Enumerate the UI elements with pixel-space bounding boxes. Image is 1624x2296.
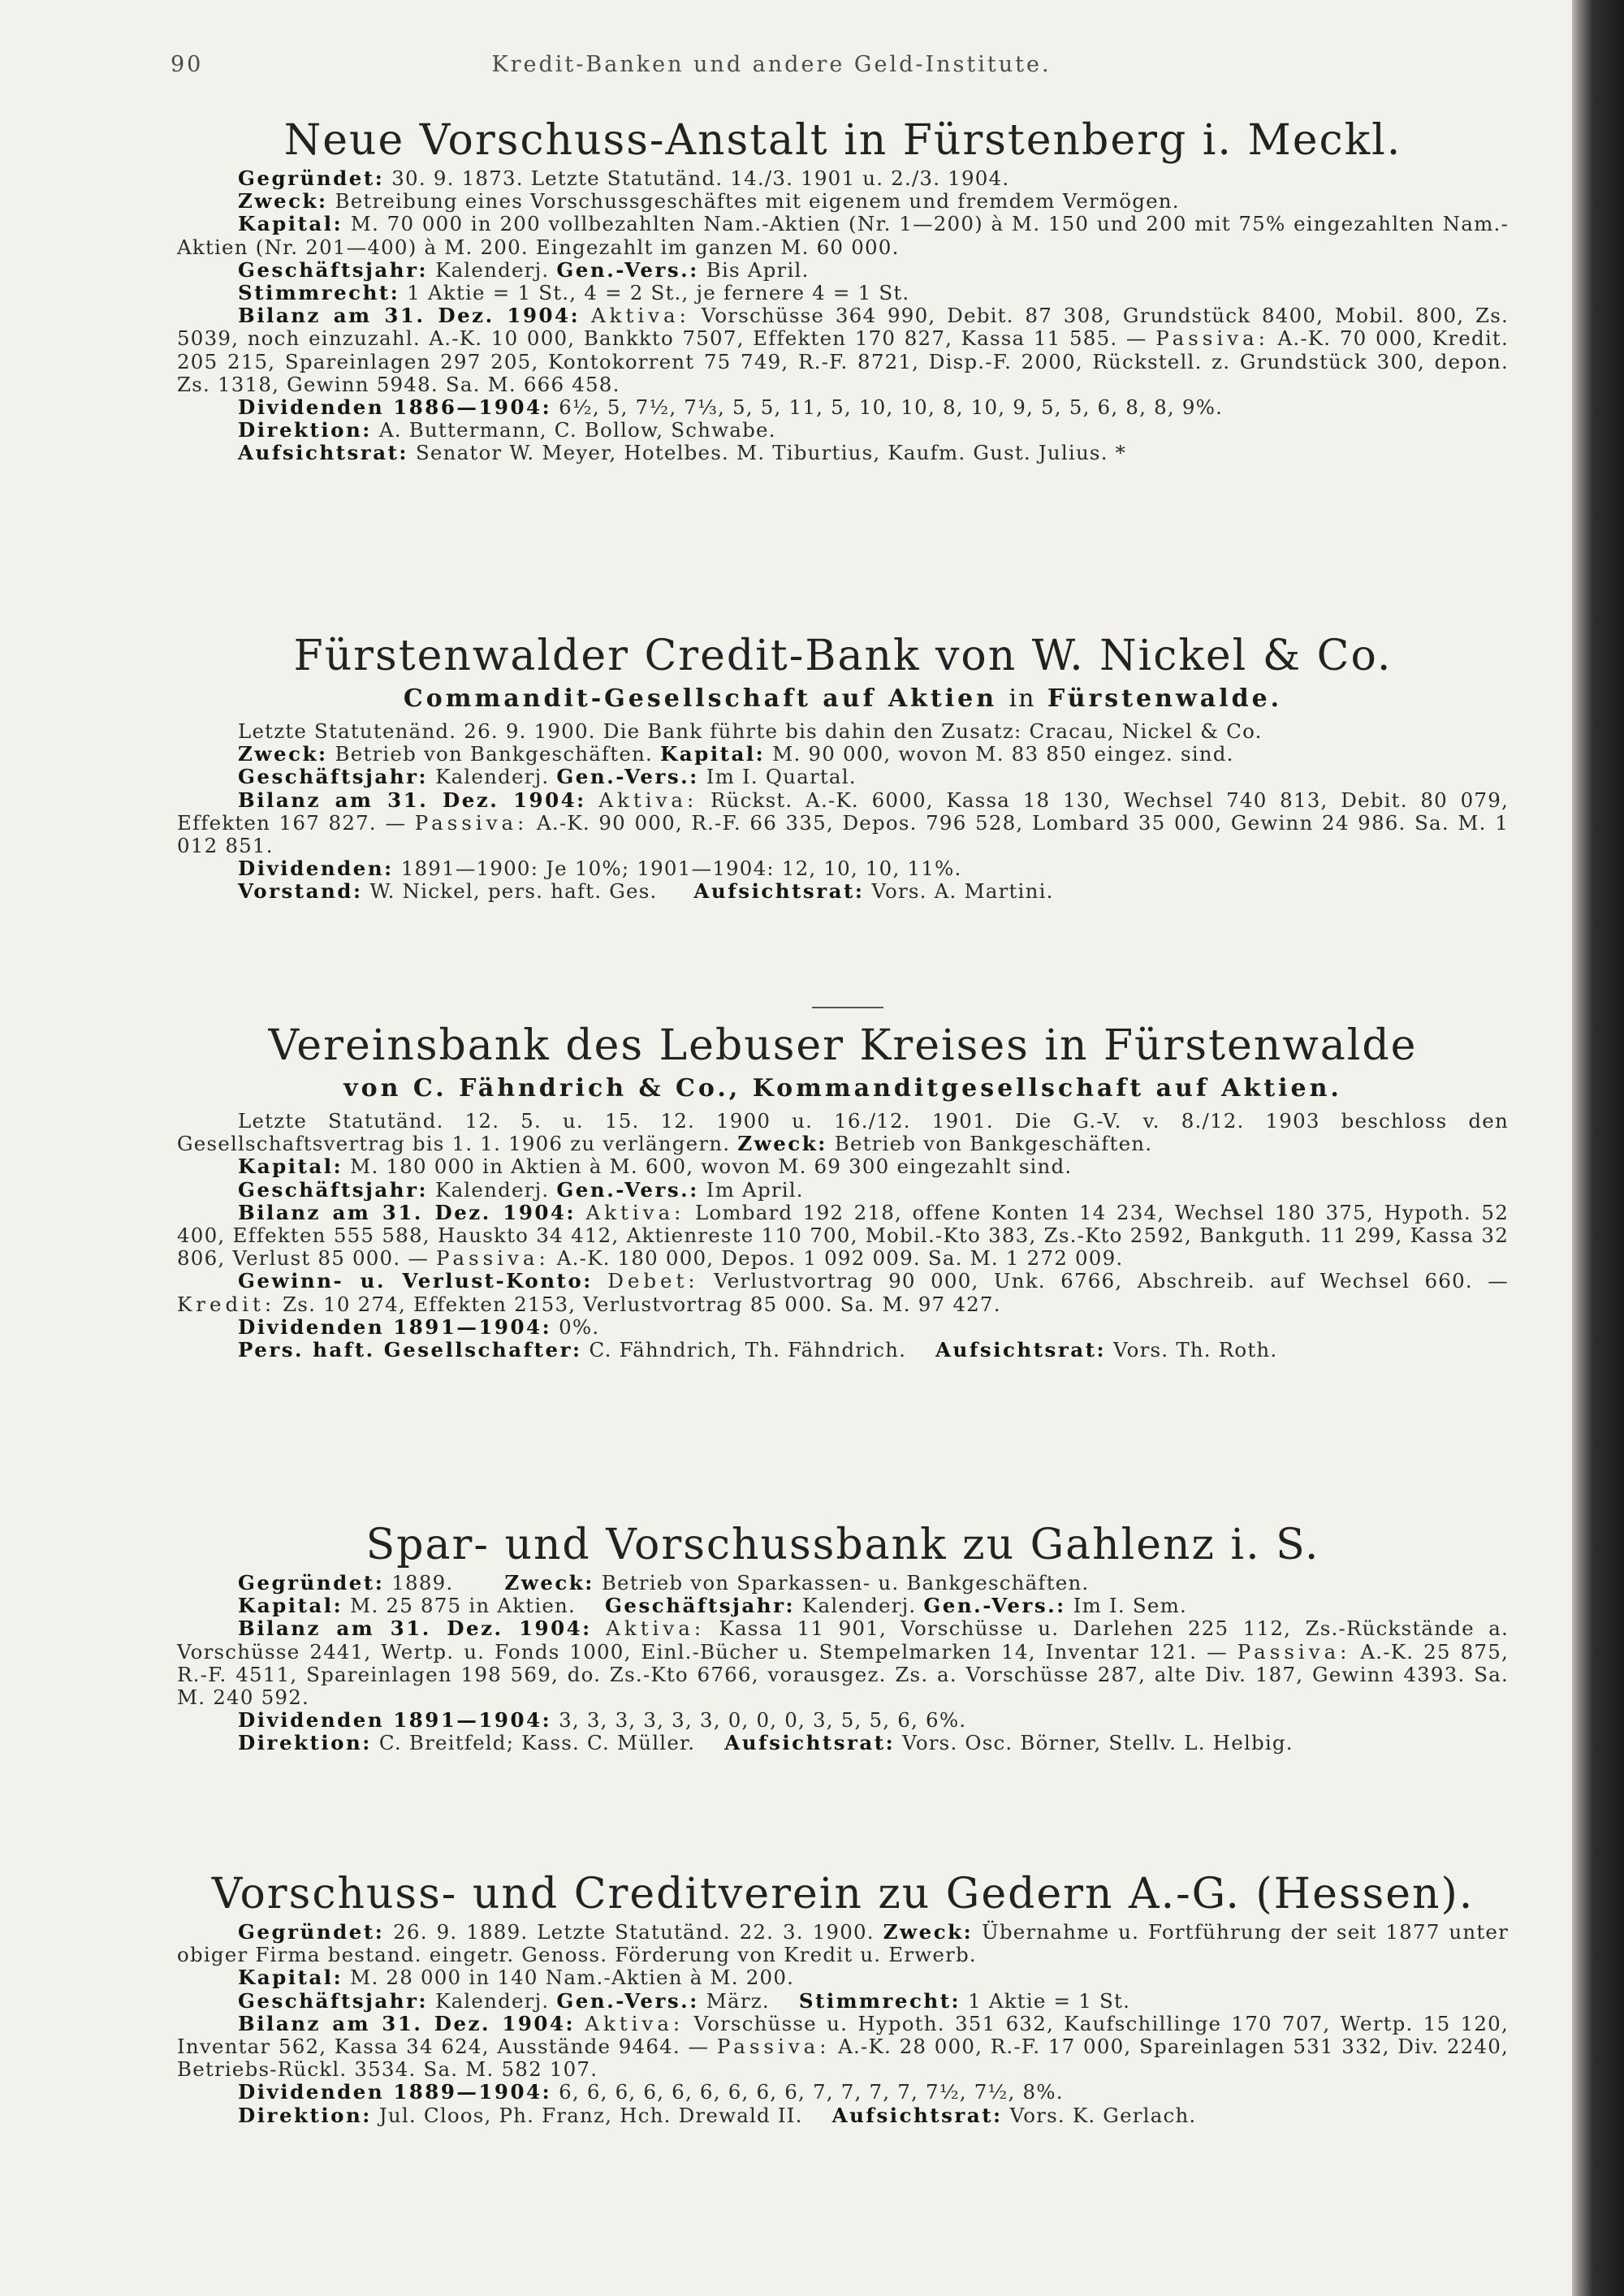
entry-line: Letzte Statutänd. 12. 5. u. 15. 12. 1900 u. 16./12. 1901. Die G.-V. v. 8./12. 1903 beschloss den Gesellschaftsvertrag bis 1. 1. 1906 zu verlängern. Zweck: Betrieb von Bankgeschäften. (177, 1109, 1509, 1156)
entry-line: Gegründet: 30. 9. 1873. Letzte Statutänd. 14./3. 1901 u. 2./3. 1904. (238, 166, 1010, 190)
entry-line: Gegründet: 26. 9. 1889. Letzte Statutänd. 22. 3. 1900. Zweck: Übernahme u. Fortführung der seit 1877 unter obiger Firma bestand. eingetr. Genoss. Förderung von Kredit u. Erwerb. (177, 1920, 1509, 1967)
entry-line: Kapital: M. 28 000 in 140 Nam.-Aktien à M. 200. (238, 1966, 795, 1990)
running-title: Kredit-Banken und andere Geld-Institute. (491, 52, 1052, 77)
page-number: 90 (171, 52, 204, 77)
scan-edge (1572, 0, 1624, 2296)
entry-title: Vorschuss- und Creditverein zu Gedern A.-G. (Hessen). (211, 1870, 1475, 1918)
entry-title: Spar- und Vorschussbank zu Gahlenz i. S. (365, 1521, 1320, 1569)
entry-line: Dividenden 1889—1904: 6, 6, 6, 6, 6, 6, 6, 6, 6, 7, 7, 7, 7, 7½, 7½, 8%. (238, 2080, 1064, 2104)
entry-body (177, 720, 1509, 904)
running-header (171, 52, 1551, 84)
entry-line: Dividenden 1891—1904: 0%. (238, 1314, 600, 1339)
entry-title: Neue Vorschuss-Anstalt in Fürstenberg i. Meckl. (283, 116, 1402, 165)
entry-line: Bilanz am 31. Dez. 1904: Aktiva: Vorschüsse 364 990, Debit. 87 308, Grundstück 8400, Mobil. 800, Zs. 5039, noch einzuzahl. A.-K. 10 000, Bankkto 7507, Effekten 170 827, Kassa 11 585. — Passiva: A.-K. 70 000, Kredit. 205 215, Spareinlagen 297 205, Kontokorrent 75 749, R.-F. 8721, Disp.-F. 2000, Rückstell. z. Grundstück 300, depon. Zs. 1318, Gewinn 5948. Sa. M. 666 458. (177, 304, 1509, 396)
entry-4 (177, 1518, 1509, 1755)
entry-subtitle: Commandit-Gesellschaft auf Aktien in Fürstenwalde. (403, 684, 1283, 713)
entry-2 (177, 629, 1509, 904)
entry-line: Aufsichtsrat: Senator W. Meyer, Hotelbes. M. Tiburtius, Kaufm. Gust. Julius. * (238, 441, 1127, 465)
entry-line: Direktion: C. Breitfeld; Kass. C. Müller. Aufsichtsrat: Vors. Osc. Börner, Stellv. L. Helbig. (238, 1731, 1294, 1755)
entry-3 (177, 1019, 1509, 1362)
entry-line: Geschäftsjahr: Kalenderj. Gen.-Vers.: Bis April. (238, 257, 810, 282)
entry-line: Bilanz am 31. Dez. 1904: Aktiva: Vorschüsse u. Hypoth. 351 632, Kaufschillinge 170 707, Wertp. 15 120, Inventar 562, Kassa 34 624, Ausstände 9464. — Passiva: A.-K. 28 000, R.-F. 17 000, Spareinlagen 531 332, Div. 2240, Betriebs-Rückl. 3534. Sa. M. 582 107. (177, 2011, 1509, 2082)
entry-subtitle: von C. Fähndrich & Co., Kommanditgesellschaft auf Aktien. (343, 1074, 1342, 1103)
entry-body (177, 1921, 1509, 2127)
entry-line: Direktion: Jul. Cloos, Ph. Franz, Hch. Drewald II. Aufsichtsrat: Vors. K. Gerlach. (238, 2103, 1197, 2127)
entry-line: Geschäftsjahr: Kalenderj. Gen.-Vers.: Im I. Quartal. (238, 765, 857, 789)
entry-title: Fürstenwalder Credit-Bank von W. Nickel & Co. (293, 632, 1393, 680)
entry-line: Dividenden 1886—1904: 6½, 5, 7½, 7⅓, 5, 5, 11, 5, 10, 10, 8, 10, 9, 5, 5, 6, 8, 8, 9%. (238, 395, 1224, 420)
entry-line: Letzte Statutenänd. 26. 9. 1900. Die Bank führte bis dahin den Zusatz: Cracau, Nickel & Co. (238, 719, 1263, 743)
entry-body (177, 1110, 1509, 1362)
entry-body (177, 1572, 1509, 1755)
entry-line: Bilanz am 31. Dez. 1904: Aktiva: Lombard 192 218, offene Konten 14 234, Wechsel 180 375, Hypoth. 52 400, Effekten 555 588, Hauskto 34 412, Aktienreste 110 700, Mobil.-Kto 383, Zs.-Kto 2592, Bankguth. 11 299, Kassa 32 806, Verlust 85 000. — Passiva: A.-K. 180 000, Depos. 1 092 009. Sa. M. 1 272 009. (177, 1200, 1509, 1271)
entry-line: Kapital: M. 25 875 in Aktien. Geschäftsjahr: Kalenderj. Gen.-Vers.: Im I. Sem. (238, 1594, 1187, 1618)
entry-line: Bilanz am 31. Dez. 1904: Aktiva: Rückst. A.-K. 6000, Kassa 18 130, Wechsel 740 813, Debit. 80 079, Effekten 167 827. — Passiva: A.-K. 90 000, R.-F. 66 335, Depos. 796 528, Lombard 35 000, Gewinn 24 986. Sa. M. 1 012 851. (177, 788, 1510, 858)
entry-line: Gegründet: 1889. Zweck: Betrieb von Sparkassen- u. Bankgeschäften. (238, 1571, 1090, 1595)
entry-line: Geschäftsjahr: Kalenderj. Gen.-Vers.: März. Stimmrecht: 1 Aktie = 1 St. (238, 1988, 1131, 2013)
entry-line: Dividenden: 1891—1900: Je 10%; 1901—1904: 12, 10, 10, 11%. (238, 857, 962, 881)
entry-line: Kapital: M. 70 000 in 200 vollbezahlten Nam.-Aktien (Nr. 1—200) à M. 150 und 200 mit 75% eingezahlten Nam.-Aktien (Nr. 201—400) à M. 200. Eingezahlt im ganzen M. 60 000. (177, 212, 1509, 259)
entry-line: Direktion: A. Buttermann, C. Bollow, Schwabe. (238, 418, 776, 442)
entry-line: Zweck: Betreibung eines Vorschussgeschäftes mit eigenem und fremdem Vermögen. (238, 189, 1180, 214)
entry-line: Bilanz am 31. Dez. 1904: Aktiva: Kassa 11 901, Vorschüsse u. Darlehen 225 112, Zs.-Rückstände a. Vorschüsse 2441, Wertp. u. Fonds 1000, Einl.-Bücher u. Stempelmarken 14, Inventar 121. — Passiva: A.-K. 25 875, R.-F. 4511, Spareinlagen 198 569, do. Zs.-Kto 6766, vorausgez. Zs. a. Vorschüsse 287, alte Div. 187, Gewinn 4393. Sa. M. 240 592. (177, 1616, 1509, 1710)
entry-line: Vorstand: W. Nickel, pers. haft. Ges. Aufsichtsrat: Vors. A. Martini. (238, 879, 1054, 904)
entry-title: Vereinsbank des Lebuser Kreises in Fürstenwalde (268, 1021, 1418, 1070)
entry-line: Zweck: Betrieb von Bankgeschäften. Kapital: M. 90 000, wovon M. 83 850 eingez. sind. (238, 742, 1234, 766)
entry-line: Dividenden 1891—1904: 3, 3, 3, 3, 3, 3, 0, 0, 0, 3, 5, 5, 6, 6%. (238, 1708, 967, 1733)
entry-line: Kapital: M. 180 000 in Aktien à M. 600, wovon M. 69 300 eingezahlt sind. (238, 1154, 1073, 1179)
entry-line: Stimmrecht: 1 Aktie = 1 St., 4 = 2 St., je fernere 4 = 1 St. (238, 281, 910, 305)
entry-5 (177, 1867, 1509, 2127)
entry-line: Pers. haft. Gesellschafter: C. Fähndrich, Th. Fähndrich. Aufsichtsrat: Vors. Th. Roth. (238, 1338, 1278, 1362)
section-divider (812, 1007, 883, 1008)
entry-1 (177, 114, 1509, 465)
entry-line: Geschäftsjahr: Kalenderj. Gen.-Vers.: Im April. (238, 1177, 804, 1202)
entry-line: Gewinn- u. Verlust-Konto: Debet: Verlustvortrag 90 000, Unk. 6766, Abschreib. auf Wechsel 660. — Kredit: Zs. 10 274, Effekten 2153, Verlustvortrag 85 000. Sa. M. 97 427. (177, 1269, 1509, 1316)
entry-body (177, 167, 1509, 465)
